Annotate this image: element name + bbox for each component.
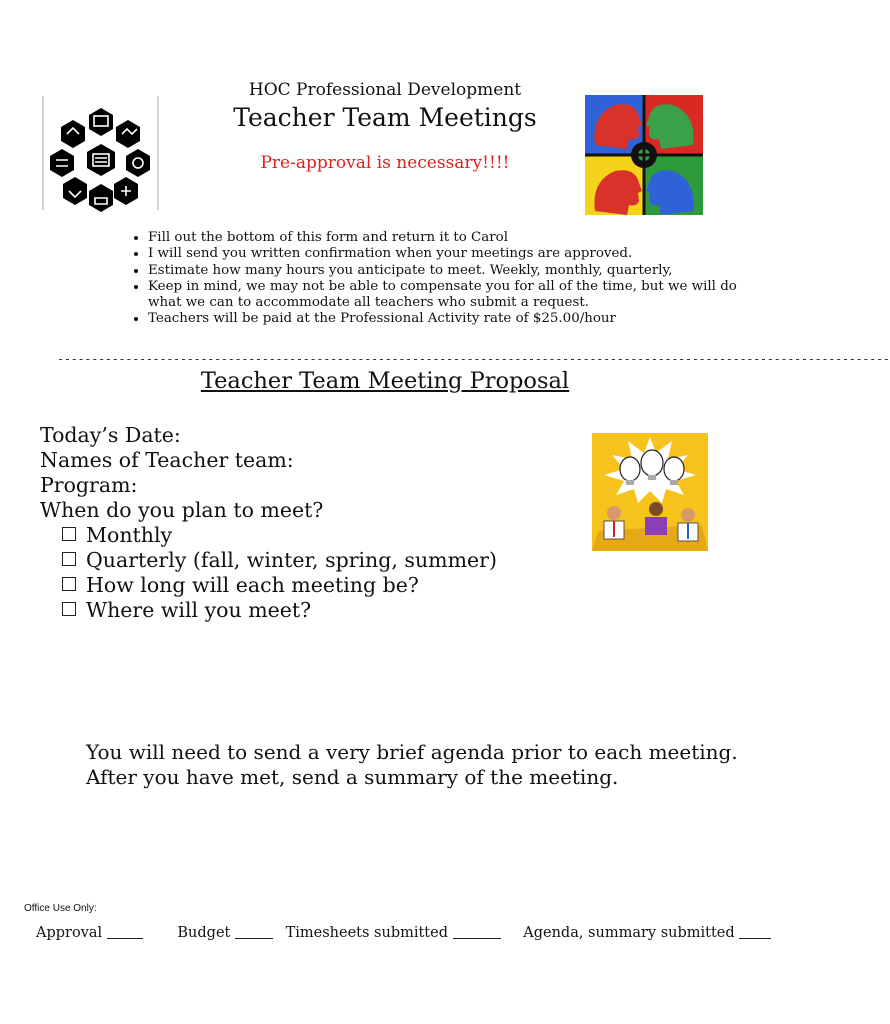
tech-tools-clipart bbox=[42, 94, 160, 212]
checkbox-icon[interactable] bbox=[62, 552, 76, 566]
budget-blank[interactable] bbox=[235, 938, 273, 939]
option-quarterly[interactable] bbox=[62, 548, 497, 573]
page-title: Teacher Team Meetings bbox=[233, 103, 537, 132]
list-item: • Teachers will be paid at the Professional Activity rate of $25.00/hour bbox=[148, 311, 748, 327]
approval-label: Approval bbox=[36, 925, 103, 941]
approval-field[interactable] bbox=[36, 925, 143, 941]
option-label: Monthly bbox=[86, 523, 173, 547]
agenda-note-line: You will need to send a very brief agenda prior to each meeting. bbox=[86, 740, 738, 764]
agenda-summary-blank[interactable] bbox=[739, 938, 771, 939]
timesheets-field[interactable] bbox=[286, 925, 501, 941]
agenda-summary-label: Agenda, summary submitted bbox=[523, 925, 735, 941]
budget-label: Budget bbox=[177, 925, 231, 941]
checkbox-icon[interactable] bbox=[62, 602, 76, 616]
meeting-frequency-question: When do you plan to meet? bbox=[40, 498, 324, 522]
approval-blank[interactable] bbox=[107, 938, 143, 939]
agenda-summary-field[interactable] bbox=[523, 925, 771, 941]
option-label: Quarterly (fall, winter, spring, summer) bbox=[86, 548, 497, 572]
instructions-list bbox=[118, 230, 748, 328]
timesheets-label: Timesheets submitted bbox=[285, 925, 449, 941]
option-meeting-length[interactable] bbox=[62, 573, 497, 598]
header-subtitle: HOC Professional Development bbox=[248, 80, 522, 100]
list-item: • Fill out the bottom of this form and return it to Carol bbox=[148, 230, 748, 246]
lightbulb-meeting-clipart bbox=[592, 433, 708, 551]
option-label: Where will you meet? bbox=[86, 598, 312, 622]
list-item: • I will send you written confirmation when your meetings are approved. bbox=[148, 246, 748, 262]
proposal-form bbox=[40, 423, 497, 623]
meeting-options bbox=[62, 523, 497, 623]
budget-field[interactable] bbox=[177, 925, 273, 941]
agenda-note-line: After you have met, send a summary of the meeting. bbox=[86, 765, 619, 789]
preapproval-notice: Pre-approval is necessary!!!! bbox=[260, 153, 510, 173]
todays-date-label: Today’s Date: bbox=[40, 423, 181, 447]
four-faces-clipart bbox=[585, 95, 703, 215]
checkbox-icon[interactable] bbox=[62, 527, 76, 541]
team-names-label: Names of Teacher team: bbox=[40, 448, 294, 472]
office-use-fields bbox=[36, 925, 793, 941]
option-monthly[interactable] bbox=[62, 523, 497, 548]
option-label: How long will each meeting be? bbox=[86, 573, 419, 597]
program-label: Program: bbox=[40, 473, 138, 497]
timesheets-blank[interactable] bbox=[453, 938, 501, 939]
office-use-label: Office Use Only: bbox=[24, 903, 97, 914]
agenda-note bbox=[86, 740, 738, 790]
list-item: • Estimate how many hours you anticipate to meet. Weekly, monthly, quarterly, bbox=[148, 263, 748, 279]
checkbox-icon[interactable] bbox=[62, 577, 76, 591]
list-item: • Keep in mind, we may not be able to compensate you for all of the time, but we will do what we can to accommodate all teachers who submit a request. bbox=[148, 279, 748, 312]
cut-line-divider: -------------------------------------------------------------------------------------------------------------------------- bbox=[57, 352, 890, 366]
proposal-title: Teacher Team Meeting Proposal bbox=[200, 368, 570, 394]
option-meeting-location[interactable] bbox=[62, 598, 497, 623]
